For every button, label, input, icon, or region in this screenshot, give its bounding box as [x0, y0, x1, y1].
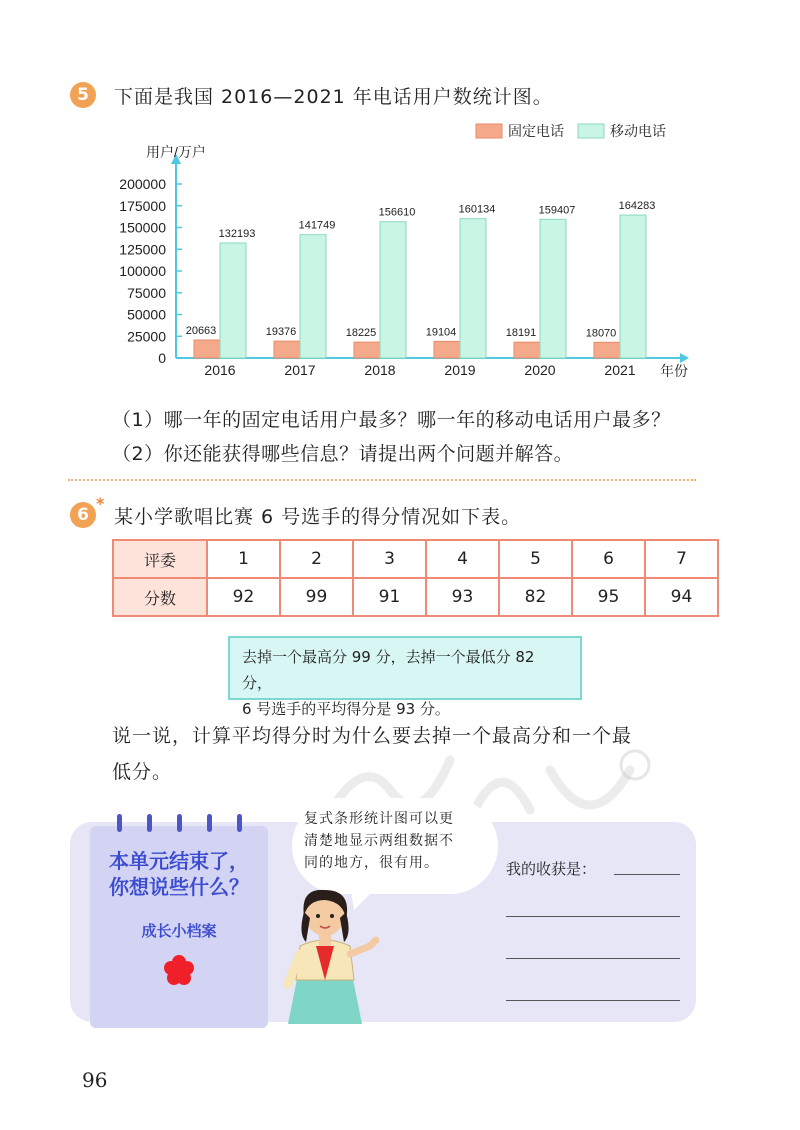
- y-tick-label: 175000: [119, 197, 166, 214]
- problem-5-text: 下面是我国 2016—2021 年电话用户数统计图。: [114, 86, 553, 108]
- bar: [620, 215, 646, 358]
- answer-line[interactable]: [614, 874, 680, 875]
- table-cell: 99: [280, 578, 353, 616]
- ring-binder-icon: [207, 814, 212, 832]
- bar: [434, 341, 460, 358]
- bar: [594, 342, 620, 358]
- card-title: [92, 848, 266, 900]
- problem-5-badge: 5: [70, 82, 96, 108]
- card-title-line-1: 本单元结束了，: [109, 849, 249, 873]
- speech-bubble-text: [304, 808, 454, 874]
- answer-line[interactable]: [506, 916, 680, 917]
- data-label: 19376: [265, 326, 297, 339]
- table-cell: 5: [499, 540, 572, 578]
- table-row-judges: [113, 540, 718, 578]
- problem-5-question-1: （1）哪一年的固定电话用户最多？哪一年的移动电话用户最多？: [112, 409, 671, 431]
- flower-icon: [163, 954, 195, 986]
- data-label: 18191: [505, 327, 537, 340]
- y-axis-title: 用户/万户: [146, 144, 206, 160]
- table-cell: 4: [426, 540, 499, 578]
- x-tick-label: 2016: [204, 362, 236, 378]
- data-label: 164283: [618, 200, 656, 213]
- data-label: 18225: [345, 327, 377, 340]
- bubble-line-1: 复式条形统计图可以更: [304, 811, 454, 827]
- data-label: 160134: [458, 203, 496, 216]
- bar: [300, 235, 326, 358]
- score-table: [112, 539, 719, 617]
- x-tick-label: 2019: [444, 362, 476, 378]
- table-header-judge: 评委: [113, 540, 207, 578]
- bubble-line-3: 同的地方，很有用。: [304, 855, 439, 871]
- bar: [380, 222, 406, 358]
- bar: [354, 342, 380, 358]
- x-tick-label: 2017: [284, 362, 316, 378]
- problem-6-text: 某小学歌唱比赛 6 号选手的得分情况如下表。: [114, 506, 522, 528]
- y-tick-label: 100000: [119, 263, 166, 279]
- y-tick-label: 0: [158, 350, 166, 366]
- note-line-1: 去掉一个最高分 99 分，去掉一个最低分 82 分，: [242, 648, 535, 692]
- x-axis-arrow-icon: [680, 353, 689, 363]
- ring-binder-icon: [237, 814, 242, 832]
- data-label: 156610: [378, 206, 416, 219]
- ring-binder-icon: [177, 814, 182, 832]
- legend-label: 移动电话: [610, 123, 666, 139]
- table-cell: 3: [353, 540, 426, 578]
- y-tick-label: 125000: [119, 241, 166, 258]
- bubble-line-2: 清楚地显示两组数据不: [304, 833, 454, 849]
- ring-binder-icon: [147, 814, 152, 832]
- table-cell: 95: [572, 578, 645, 616]
- bar: [194, 340, 220, 358]
- legend-label: 固定电话: [508, 123, 564, 139]
- x-tick-label: 2020: [524, 362, 556, 378]
- table-row-scores: [113, 578, 718, 616]
- x-tick-label: 2018: [364, 362, 396, 378]
- note-line-2: 6 号选手的平均得分是 93 分。: [242, 700, 450, 718]
- bar: [274, 341, 300, 358]
- legend-swatch: [578, 124, 604, 138]
- data-label: 20663: [185, 325, 217, 338]
- discussion-line-2: 低分。: [112, 761, 173, 783]
- card-subtitle: 成长小档案: [141, 922, 217, 940]
- bar: [220, 243, 246, 358]
- ring-binder-icon: [117, 814, 122, 832]
- page-number: 96: [82, 1068, 108, 1092]
- section-divider: [68, 479, 696, 481]
- legend-swatch: [476, 124, 502, 138]
- y-tick-label: 150000: [119, 219, 166, 236]
- average-note-box: [228, 636, 582, 718]
- table-cell: 91: [353, 578, 426, 616]
- data-label: 141749: [298, 219, 336, 232]
- table-cell: 1: [207, 540, 280, 578]
- y-tick-label: 75000: [127, 284, 166, 301]
- data-label: 132193: [218, 227, 256, 240]
- x-tick-label: 2021: [604, 362, 636, 378]
- table-cell: 6: [572, 540, 645, 578]
- table-cell: 94: [645, 578, 718, 616]
- table-cell: 7: [645, 540, 718, 578]
- challenge-star-icon: *: [96, 494, 105, 513]
- discussion-line-1: 说一说，计算平均得分时为什么要去掉一个最高分和一个最: [112, 725, 633, 747]
- x-axis-title: 年份: [660, 363, 688, 379]
- table-header-score: 分数: [113, 578, 207, 616]
- table-cell: 93: [426, 578, 499, 616]
- y-tick-label: 50000: [127, 306, 166, 323]
- y-tick-label: 200000: [119, 176, 166, 192]
- answer-line[interactable]: [506, 958, 680, 959]
- data-label: 159407: [538, 204, 576, 217]
- answer-line[interactable]: [506, 1000, 680, 1001]
- bar: [540, 219, 566, 358]
- table-cell: 82: [499, 578, 572, 616]
- problem-5-question-2: （2）你还能获得哪些信息？请提出两个问题并解答。: [112, 443, 574, 465]
- data-label: 18070: [585, 327, 617, 340]
- bar: [514, 342, 540, 358]
- table-cell: 92: [207, 578, 280, 616]
- bar: [460, 219, 486, 358]
- gains-label: 我的收获是：: [506, 860, 597, 878]
- problem-6-badge: 6: [70, 502, 96, 528]
- phone-users-bar-chart: [100, 118, 720, 388]
- data-label: 19104: [425, 326, 457, 339]
- table-cell: 2: [280, 540, 353, 578]
- y-tick-label: 25000: [127, 328, 166, 345]
- card-title-line-2: 你想说些什么？: [109, 875, 249, 899]
- student-girl-illustration: [270, 884, 380, 1024]
